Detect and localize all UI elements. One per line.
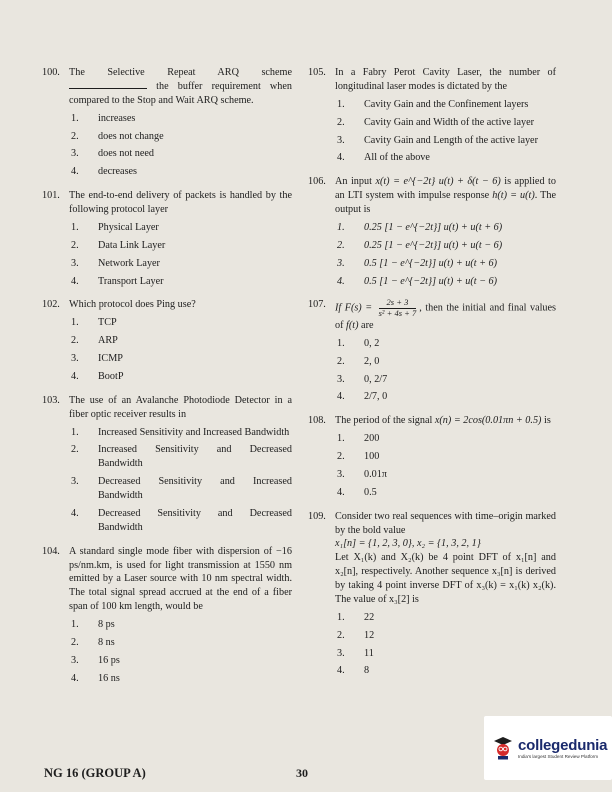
- sequence-expression: x₁[n] = {1, 2, 3, 0}, x₂ = {1, 3, 2, 1}: [335, 538, 481, 550]
- option-4: 4. 0.5 [1 − e^{−2t}] u(t) + u(t − 6): [337, 275, 498, 287]
- paper-code: NG 16 (GROUP A): [44, 766, 146, 780]
- option-1: 1. Cavity Gain and the Confinement layers: [337, 98, 529, 110]
- question-number: 105.: [308, 67, 326, 78]
- question-100: [42, 66, 292, 179]
- option-3: 3. 0.5 [1 − e^{−2t}] u(t) + u(t + 6): [337, 257, 498, 269]
- question-stem: The use of an Avalanche Photodiode Detector in a fiber optic receiver results in: [69, 394, 292, 420]
- transfer-function-fraction: $\frac{2s + 3}{\text{s² + 4s + 7}}$: [378, 297, 417, 319]
- question-107: [308, 298, 556, 404]
- option-2: 2. 8 ns: [71, 636, 115, 648]
- option-4: 4. BootP: [71, 370, 124, 382]
- option-3: 3. does not need: [71, 148, 155, 160]
- question-103: [42, 394, 292, 535]
- question-number: 103.: [42, 394, 60, 406]
- option-1: 1. 0, 2: [337, 337, 380, 349]
- question-stem: In a Fabry Perot Cavity Laser, the number of longitudinal laser modes is dictated by the: [335, 67, 556, 92]
- impulse-response-expression: h(t) = u(t): [492, 190, 535, 202]
- option-2: 2. ARP: [71, 335, 118, 347]
- question-number: 101.: [42, 190, 60, 202]
- option-2: 2. Increased Sensitivity and Decreased Bandwidth: [71, 444, 292, 470]
- option-3: 3. 0, 2/7: [337, 373, 388, 385]
- option-3: 3. 11: [337, 647, 374, 659]
- option-4: 4. 2/7, 0: [337, 391, 388, 403]
- option-4: 4. 16 ns: [71, 672, 120, 684]
- option-1: 1. TCP: [71, 317, 117, 329]
- option-2: 2. 0.25 [1 − e^{−2t}] u(t) + u(t − 6): [337, 239, 503, 251]
- option-2: 2. does not change: [71, 130, 164, 142]
- question-stem: Consider two real sequences with time–origin marked by the bold value x₁[n] = {1, 2, 3, 0}, x₂ = {1, 3, 2, 1} Let X₁(k) and X₂(k) be 4 point DFT of x₁[n] and x₂[n], respectively. Another sequence x₃[n] is derived by taking 4 point inverse DFT of x₃(k) = x₁(k) x₂(k). The value of x₃[2] is: [335, 510, 556, 605]
- question-number: 100.: [42, 67, 60, 78]
- option-1: 1. 22: [337, 611, 375, 623]
- question-101: [42, 189, 292, 288]
- question-number: 104.: [42, 545, 60, 557]
- option-3: 3. 0.01π: [337, 468, 387, 480]
- question-number: 108.: [308, 415, 326, 427]
- question-stem: The end-to-end delivery of packets is handled by the following protocol layer: [69, 190, 292, 215]
- option-2: 2. 2, 0: [337, 355, 380, 367]
- option-1: 1. 0.25 [1 − e^{−2t}] u(t) + u(t + 6): [337, 221, 503, 233]
- question-102: [42, 298, 292, 383]
- question-stem: The Selective Repeat ARQ scheme the buffer requirement when compared to the Stop and Wait ARQ scheme.: [69, 67, 292, 106]
- brand-name: collegedunia: [518, 737, 608, 754]
- question-stem: An input x(t) = e^{−2t} u(t) + δ(t − 6) is applied to an LTI system with impulse response h(t) = u(t). The output is: [335, 176, 557, 215]
- option-4: 4. 8: [337, 665, 370, 677]
- brand-tagline: India's largest Student Review Platform: [518, 754, 599, 759]
- brand-watermark: [484, 716, 612, 780]
- question-stem: If F(s) = $\frac{2s + 3}{\text{s² + 4s + 7}}$ , then the initial and final values of f(t) are: [335, 297, 556, 331]
- graduate-logo-icon: [493, 736, 513, 760]
- option-2: 2. Cavity Gain and Width of the active layer: [337, 116, 534, 128]
- option-1: 1. increases: [71, 112, 136, 124]
- option-4: 4. 0.5: [337, 486, 377, 498]
- option-1: 1. Physical Layer: [71, 221, 159, 233]
- question-stem: The period of the signal x(n) = 2cos(0.01πn + 0.5) is: [335, 415, 551, 427]
- option-1: 1. 8 ps: [71, 619, 115, 630]
- question-104: [42, 545, 292, 686]
- question-number: 109.: [308, 510, 326, 522]
- option-4: 4. Decreased Sensitivity and Decreased Bandwidth: [71, 507, 292, 533]
- signal-expression: x(n) = 2cos(0.01πn + 0.5): [434, 415, 542, 427]
- question-number: 107.: [308, 299, 326, 311]
- question-108: [308, 414, 556, 499]
- option-2: 2. 12: [337, 629, 375, 641]
- input-signal-expression: x(t) = e^{−2t} u(t) + δ(t − 6): [375, 176, 501, 188]
- option-4: 4. decreases: [71, 166, 138, 178]
- option-4: 4. All of the above: [337, 152, 430, 164]
- option-3: 3. 16 ps: [71, 654, 120, 666]
- question-stem: A standard single mode fiber with dispersion of −16 ps/nm.km, is used for light transmission at 1550 nm emitted by a Laser source with 10 nm spectral width. The total signal spread accrued at the end of a fiber span of 100 km length, would be: [69, 545, 292, 613]
- option-1: 1. 200: [337, 433, 380, 445]
- option-3: 3. Network Layer: [71, 257, 160, 269]
- option-1: 1. Increased Sensitivity and Increased Bandwidth: [71, 426, 290, 438]
- option-3: 3. Decreased Sensitivity and Increased Bandwidth: [71, 476, 292, 501]
- question-number: 106.: [308, 176, 326, 188]
- option-2: 2. Data Link Layer: [71, 239, 166, 251]
- option-3: 3. Cavity Gain and Length of the active layer: [337, 134, 538, 146]
- option-3: 3. ICMP: [71, 353, 123, 364]
- fill-blank: [69, 88, 147, 89]
- right-column: [308, 66, 556, 688]
- question-106: [308, 175, 556, 288]
- question-stem: Which protocol does Ping use?: [69, 299, 196, 311]
- question-109: [308, 510, 556, 679]
- question-number: 102.: [42, 299, 60, 311]
- option-4: 4. Transport Layer: [71, 275, 164, 287]
- question-105: [308, 66, 556, 165]
- left-column: [42, 66, 292, 696]
- page-number: 30: [296, 766, 308, 780]
- option-2: 2. 100: [337, 451, 380, 463]
